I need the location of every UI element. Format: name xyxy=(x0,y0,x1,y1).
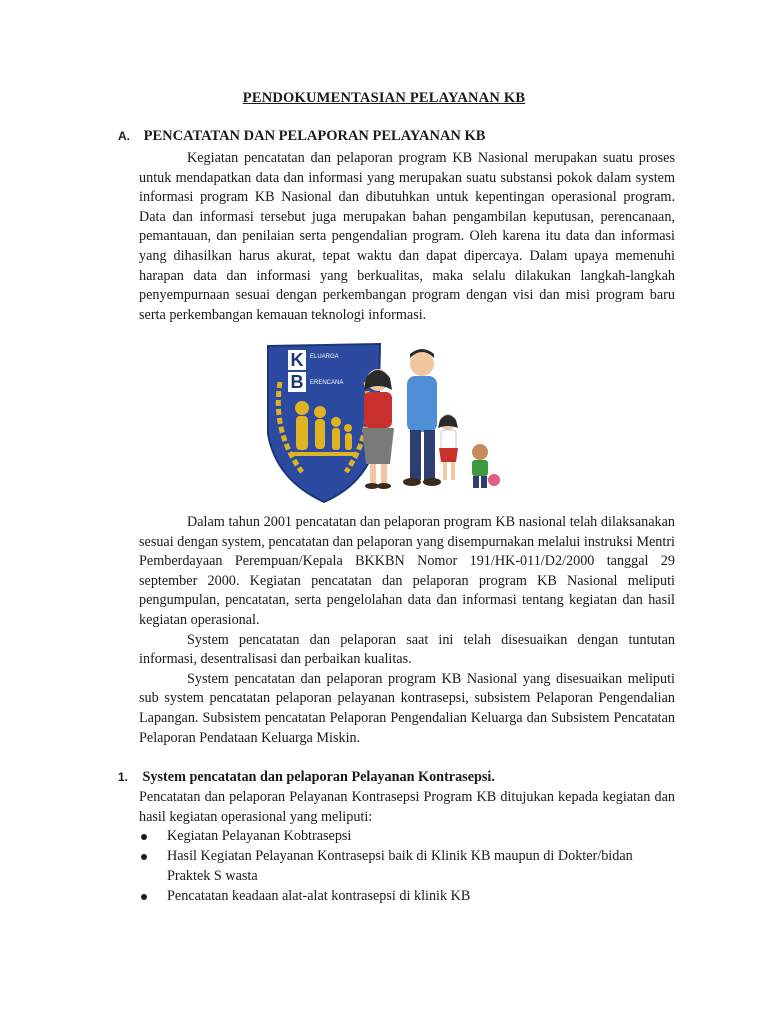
list-item-text: Pencatatan keadaan alat-alat kontrasepsi di klinik KB xyxy=(167,887,471,904)
paragraph-3: System pencatatan dan pelaporan saat ini telah disesuaikan dengan tuntutan informasi, desentralisasi dan perbaikan kualitas. xyxy=(139,631,675,668)
list-item-text: Hasil Kegiatan Pelayanan Kontrasepsi baik di Klinik KB maupun di Dokter/bidan Praktek S wasta xyxy=(167,848,633,884)
logo-letter-k: K xyxy=(290,350,304,370)
bullet-icon xyxy=(141,834,147,840)
list-item-text: Kegiatan Pelayanan Kobtrasepsi xyxy=(167,828,352,844)
paragraph-4: System pencatatan dan pelaporan program KB Nasional yang disesuaikan meliputi sub system pencatatan pelaporan pelayanan kontrasepsi, subsistem Pelaporan Pengendalian Lapangan. Subsistem pencatatan Pelaporan Pengendalian Keluarga dan Subsistem Pencatatan Pelaporan Pendataan Keluarga Miskin. xyxy=(139,670,675,746)
list-item xyxy=(139,887,675,907)
subsection-1-intro xyxy=(139,788,675,827)
bullet-icon xyxy=(141,894,147,900)
list-item xyxy=(139,847,675,886)
subsection-1-title: System pencatatan dan pelaporan Pelayanan Kontrasepsi. xyxy=(142,769,495,785)
subsection-1-bullet-list xyxy=(139,827,675,907)
kb-shield-logo xyxy=(268,344,380,502)
subsection-1-marker: 1. xyxy=(118,770,129,784)
section-a-title: PENCATATAN DAN PELAPORAN PELAYANAN KB xyxy=(143,128,486,144)
bullet-icon xyxy=(141,854,147,860)
kb-family-illustration xyxy=(262,342,508,512)
logo-letter-b: B xyxy=(290,372,304,392)
logo-text-keluarga: ELUARGA xyxy=(310,354,339,360)
section-a-intro xyxy=(139,149,675,325)
paragraph-1: Kegiatan pencatatan dan pelaporan program KB Nasional merupakan suatu proses untuk mendapatkan data dan informasi yang merupakan suatu substansi pokok dalam system informasi program KB Nasional dan dibutuhkan untuk kepentingan operasional program. Data dan informasi tersebut juga merupakan bahan pengambilan keputusan, perencanaan, pemantauan, dan penilaian serta pengendalian program. Oleh karena itu data dan informasi yang dihasilkan harus akurat, tepat waktu dan dapat dipercaya. Dalam upaya memenuhi harapan data dan informasi yang berkualitas, maka selalu dilakukan langkah-langkah penyempurnaan sesuai dengan perkembangan program dengan visi dan misi program baru serta perkembangan kemauan teknologi informasi. xyxy=(139,150,675,323)
cartoon-family xyxy=(362,349,500,489)
section-a-heading xyxy=(118,128,678,145)
logo-text-berencana: ERENCANA xyxy=(310,380,344,386)
document-title: PENDOKUMENTASIAN PELAYANAN KB xyxy=(242,90,526,106)
section-a-marker: A. xyxy=(118,129,130,143)
list-item xyxy=(139,827,675,847)
paragraph-2: Dalam tahun 2001 pencatatan dan pelaporan program KB nasional telah dilaksanakan sesuai dengan system, pencatatan dan pelaporan yang disempurnakan melalui instruksi Mentri Pemberdayaan Perempuan/Kepala BKKBN Nomor 191/HK-011/D2/2000 tanggal 29 september 2000. Kegiatan pencatatan dan pelaporan program KB Nasional meliputi pengumpulan, pencatatan, serta pengelolahan data dan informasi tentang kegiatan dan hasil kegiatan operasional. xyxy=(139,514,675,628)
subsection-1-heading xyxy=(118,769,678,786)
subsection-1-paragraph: Pencatatan dan pelaporan Pelayanan Kontrasepsi Program KB ditujukan kepada kegiatan dan hasil kegiatan operasional yang meliputi: xyxy=(139,789,675,825)
section-a-body xyxy=(139,513,675,748)
